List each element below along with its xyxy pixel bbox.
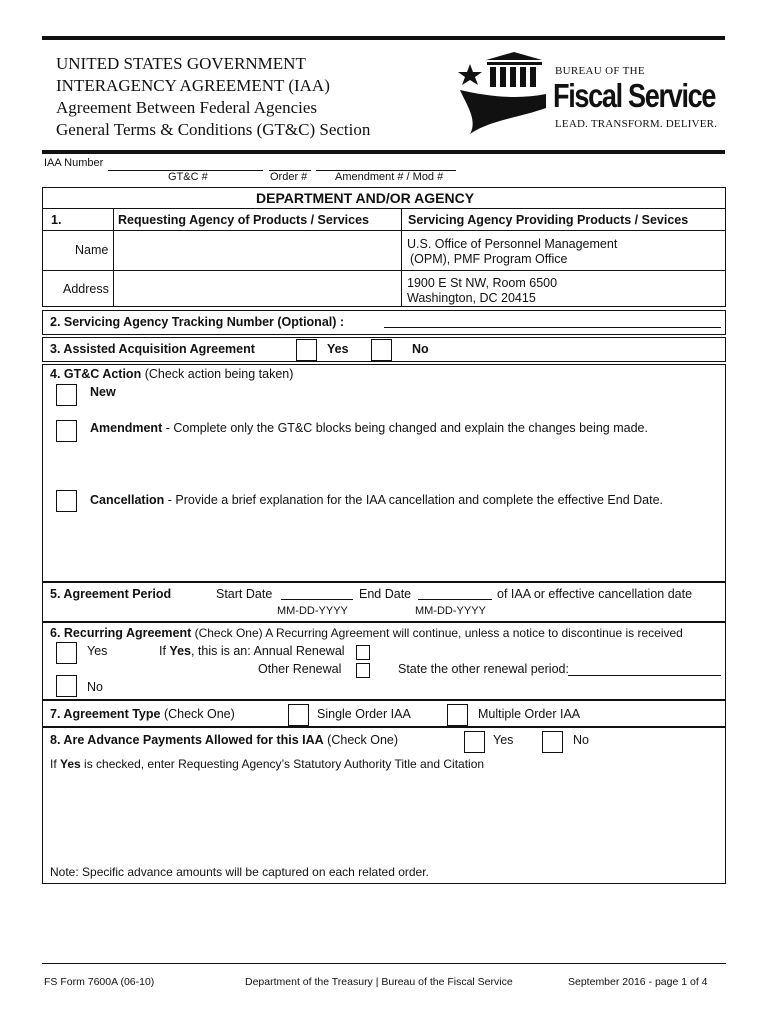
end-date-format: MM-DD-YYYY	[415, 605, 486, 617]
treasury-building-icon	[456, 50, 548, 136]
name-label: Name	[75, 243, 109, 257]
gtc-new-label: New	[90, 385, 116, 399]
footer-rule	[42, 963, 726, 964]
gtc-amendment-label: Amendment - Complete only the GT&C blocks being changed and explain the changes being made.	[90, 421, 648, 435]
requesting-agency-name-field[interactable]	[114, 231, 400, 269]
single-order-label: Single Order IAA	[317, 707, 411, 721]
gtc-new-checkbox[interactable]	[56, 384, 77, 406]
advance-payments-no-checkbox[interactable]	[542, 731, 563, 753]
multiple-order-label: Multiple Order IAA	[478, 707, 581, 721]
header-line-3: Agreement Between Federal Agencies	[56, 98, 318, 117]
statutory-authority-field[interactable]	[46, 775, 722, 860]
recurring-yes-label: Yes	[87, 644, 108, 658]
gtc-cancellation-checkbox[interactable]	[56, 490, 77, 512]
end-date-label: End Date	[359, 587, 412, 601]
advance-payments-yes-label: Yes	[493, 733, 514, 747]
single-order-checkbox[interactable]	[288, 704, 309, 726]
advance-payments-label: 8. Are Advance Payments Allowed for this IAA (Check One)	[50, 733, 399, 747]
iaa-number-label: IAA Number	[44, 157, 104, 169]
tracking-number-label: 2. Servicing Agency Tracking Number (Optional) :	[50, 315, 345, 329]
assisted-acquisition-yes-label: Yes	[327, 342, 349, 356]
end-date-field[interactable]	[418, 599, 492, 600]
start-date-label: Start Date	[216, 587, 273, 601]
logo-top-text: BUREAU OF THE	[555, 65, 645, 77]
servicing-name-line-2: (OPM), PMF Program Office	[410, 252, 568, 266]
footer-page-info: September 2016 - page 1 of 4	[568, 976, 708, 988]
end-date-description: of IAA or effective cancellation date	[497, 587, 693, 601]
other-renewal-period-label: State the other renewal period:	[398, 662, 569, 676]
fiscal-service-logo	[456, 50, 726, 136]
top-rule	[42, 36, 725, 40]
recurring-if-yes-text: If Yes, this is an: Annual Renewal	[159, 644, 345, 658]
address-label: Address	[63, 282, 109, 296]
annual-renewal-checkbox[interactable]	[356, 645, 370, 660]
other-renewal-label: Other Renewal	[258, 662, 342, 676]
advance-payments-no-label: No	[573, 733, 589, 747]
start-date-field[interactable]	[281, 599, 353, 600]
logo-tagline: LEAD. TRANSFORM. DELIVER.	[555, 118, 718, 130]
gtc-cancellation-label: Cancellation - Provide a brief explanation for the IAA cancellation and complete the effective End Date.	[90, 493, 664, 507]
divider	[42, 208, 726, 209]
header-line-4: General Terms & Conditions (GT&C) Section	[56, 120, 371, 139]
statutory-authority-instructions: If Yes is checked, enter Requesting Agency’s Statutory Authority Title and Citation	[50, 757, 485, 771]
department-title: DEPARTMENT AND/OR AGENCY	[256, 190, 475, 206]
header-rule	[42, 150, 725, 154]
header-line-2: INTERAGENCY AGREEMENT (IAA)	[56, 76, 330, 95]
assisted-acquisition-label: 3. Assisted Acquisition Agreement	[50, 342, 255, 356]
start-date-format: MM-DD-YYYY	[277, 605, 348, 617]
agreement-type-label: 7. Agreement Type (Check One)	[50, 707, 235, 721]
divider	[401, 208, 402, 307]
other-renewal-period-field[interactable]	[568, 675, 721, 676]
recurring-yes-checkbox[interactable]	[56, 642, 77, 664]
logo-main-text: Fiscal Service	[553, 77, 716, 114]
advance-payments-yes-checkbox[interactable]	[464, 731, 485, 753]
assisted-acquisition-yes-checkbox[interactable]	[296, 339, 317, 361]
gtc-action-section	[42, 364, 726, 582]
footer-form-number: FS Form 7600A (06-10)	[44, 976, 155, 988]
assisted-acquisition-no-label: No	[412, 342, 429, 356]
order-label: Order #	[270, 171, 308, 183]
footer-department: Department of the Treasury | Bureau of the Fiscal Service	[245, 976, 513, 988]
recurring-no-label: No	[87, 680, 103, 694]
other-renewal-checkbox[interactable]	[356, 663, 370, 678]
requesting-agency-header: Requesting Agency of Products / Services	[118, 213, 369, 227]
recurring-agreement-label: 6. Recurring Agreement (Check One) A Recurring Agreement will continue, unless a notice to discontinue is received	[50, 626, 683, 640]
servicing-address-line-2: Washington, DC 20415	[407, 291, 536, 305]
servicing-address-line-1: 1900 E St NW, Room 6500	[407, 276, 558, 290]
servicing-agency-header: Servicing Agency Providing Products / Sevices	[408, 213, 689, 227]
servicing-name-line-1: U.S. Office of Personnel Management	[407, 237, 618, 251]
tracking-number-field[interactable]	[384, 327, 721, 328]
recurring-no-checkbox[interactable]	[56, 675, 77, 697]
gtc-action-label: 4. GT&C Action (Check action being taken)	[50, 367, 294, 381]
header-line-1: UNITED STATES GOVERNMENT	[56, 54, 306, 73]
assisted-acquisition-no-checkbox[interactable]	[371, 339, 392, 361]
amendment-label: Amendment # / Mod #	[335, 171, 444, 183]
gtc-amendment-checkbox[interactable]	[56, 420, 77, 442]
advance-amounts-note: Note: Specific advance amounts will be captured on each related order.	[50, 865, 429, 879]
agreement-period-label: 5. Agreement Period	[50, 587, 172, 601]
section-1-number: 1.	[51, 213, 62, 227]
multiple-order-checkbox[interactable]	[447, 704, 468, 726]
gtc-label: GT&C #	[168, 171, 208, 183]
requesting-agency-address-field[interactable]	[114, 271, 400, 306]
